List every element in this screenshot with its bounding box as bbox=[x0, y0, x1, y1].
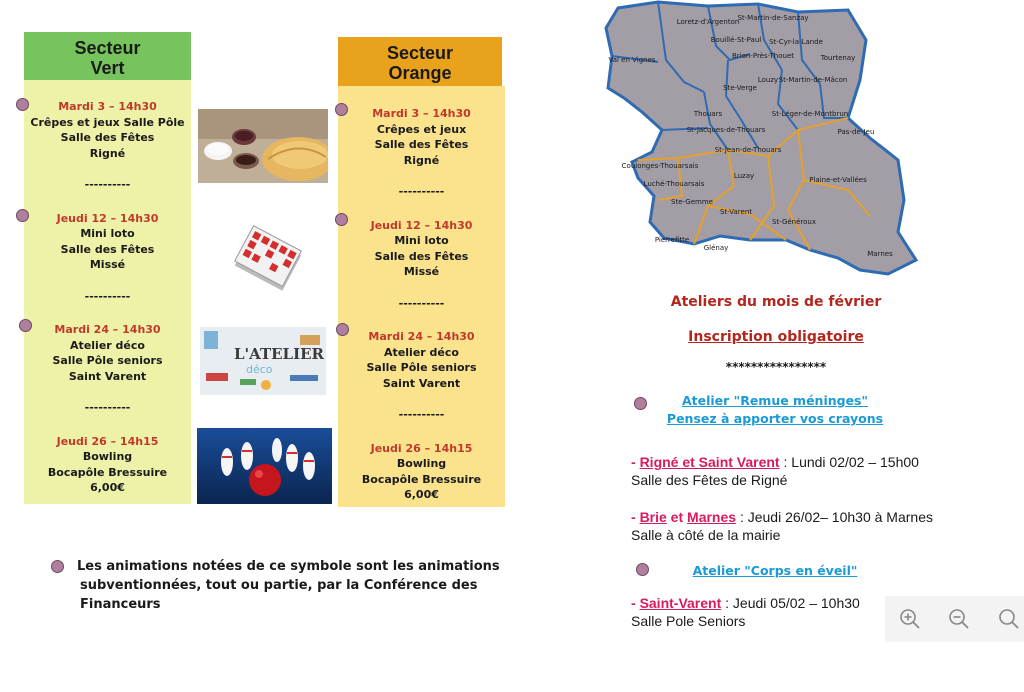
map-label: St-Martin-de-Mâcon bbox=[778, 76, 848, 84]
event-town: Missé bbox=[403, 265, 440, 278]
session-saint-varent bbox=[631, 594, 891, 630]
event-date: Jeudi 26 – 14h15 bbox=[56, 434, 159, 448]
event-block bbox=[338, 441, 505, 503]
separator: ---------- bbox=[398, 296, 445, 310]
map-label: St-Varent bbox=[719, 208, 753, 216]
session-line bbox=[631, 594, 891, 612]
session-place-link[interactable]: Brie bbox=[639, 509, 667, 525]
map-label: St-Jacques-de-Thouars bbox=[686, 126, 766, 134]
event-place: Salle des Fêtes bbox=[374, 138, 469, 151]
event-price: 6,00€ bbox=[90, 481, 125, 494]
map-label: Ste-Gemme bbox=[671, 198, 713, 206]
session-date: : Jeudi 05/02 – 10h30 bbox=[721, 595, 860, 611]
event-town: Rigné bbox=[89, 146, 126, 160]
event-title: Mini loto bbox=[394, 234, 449, 247]
event-place: Salle des Fêtes bbox=[374, 249, 469, 263]
map-label: St-Généroux bbox=[771, 218, 817, 226]
session-line bbox=[631, 453, 931, 471]
event-place: Bocapôle Bressuire bbox=[361, 472, 482, 486]
sector-orange-title-1: Secteur bbox=[386, 43, 454, 63]
map-label: Louzy bbox=[757, 76, 779, 84]
map-label: St-Jean-de-Thouars bbox=[714, 146, 782, 154]
event-title: Crêpes et jeux bbox=[376, 122, 467, 136]
atelier1-title-link[interactable]: Atelier "Remue méninges" bbox=[681, 393, 869, 408]
event-place: Salle Pôle seniors bbox=[366, 361, 477, 374]
sector-vert-events bbox=[24, 99, 191, 496]
event-block bbox=[24, 211, 191, 273]
atelier-remue-meninges bbox=[650, 392, 900, 428]
territory-map bbox=[598, 0, 928, 280]
event-date: Jeudi 12 – 14h30 bbox=[56, 211, 159, 225]
map-label: Tourtenay bbox=[820, 54, 856, 62]
event-town: Saint Varent bbox=[382, 376, 461, 390]
legend-line-1: Les animations notées de ce symbole sont les animations bbox=[77, 559, 500, 574]
map-label: Loretz-d'Argenton bbox=[676, 18, 740, 26]
map-label: Brion-Près-Thouet bbox=[731, 52, 795, 60]
map-label: Coulonges-Thouarsais bbox=[621, 162, 699, 170]
subsidy-dot-icon bbox=[336, 323, 349, 336]
event-place: Bocapôle Bressuire bbox=[47, 465, 168, 479]
subsidy-dot-icon bbox=[634, 397, 647, 410]
atelier1-note-link[interactable]: Pensez à apporter vos crayons bbox=[666, 411, 884, 426]
event-date: Jeudi 12 – 14h30 bbox=[370, 218, 473, 232]
event-title: Bowling bbox=[82, 450, 133, 463]
event-block bbox=[338, 106, 505, 168]
sector-orange-header bbox=[338, 37, 502, 86]
subsidy-dot-icon bbox=[16, 98, 29, 111]
event-title: Mini loto bbox=[80, 227, 135, 240]
separator: ---------- bbox=[84, 178, 131, 191]
event-town: Missé bbox=[89, 258, 126, 271]
separator: ---------- bbox=[84, 289, 131, 303]
dash: - bbox=[631, 595, 640, 611]
registration-note: Inscription obligatoire bbox=[688, 329, 864, 345]
sector-orange-events bbox=[338, 106, 505, 503]
map-label: Luzay bbox=[733, 172, 755, 180]
event-date: Jeudi 26 – 14h15 bbox=[370, 441, 473, 455]
session-marnes bbox=[631, 508, 961, 544]
event-title: Crêpes et jeux Salle Pôle bbox=[30, 115, 185, 129]
atelier-logo-text: L'ATELIER bbox=[234, 345, 325, 363]
zoom-toolbar bbox=[885, 596, 1024, 642]
session-date: : Jeudi 26/02– 10h30 à Marnes bbox=[736, 509, 933, 525]
event-date: Mardi 24 – 14h30 bbox=[54, 323, 161, 336]
event-title: Atelier déco bbox=[70, 338, 145, 352]
sector-vert-title-1: Secteur bbox=[74, 38, 141, 58]
sector-orange-title-2: Orange bbox=[388, 63, 452, 83]
map-label: St-Martin-de-Sanzay bbox=[737, 14, 809, 22]
subsidy-dot-icon bbox=[19, 319, 32, 332]
atelier-corps-en-eveil-link[interactable]: Atelier "Corps en éveil" bbox=[692, 563, 858, 578]
event-block bbox=[24, 434, 191, 496]
and-text: et bbox=[666, 509, 688, 525]
event-title: Bowling bbox=[396, 457, 447, 470]
map-label: Bouillé-St-Paul bbox=[710, 36, 762, 44]
subsidy-dot-icon bbox=[335, 213, 348, 226]
legend-line-2: subventionnées, tout ou partie, par la Conférence des Financeurs bbox=[80, 578, 478, 612]
session-venue: Salle à côté de la mairie bbox=[631, 527, 781, 543]
event-place: Salle des Fêtes bbox=[60, 242, 155, 256]
session-date: : Lundi 02/02 – 15h00 bbox=[779, 454, 919, 470]
event-block bbox=[24, 322, 191, 384]
event-date: Mardi 3 – 14h30 bbox=[58, 100, 157, 113]
subsidy-dot-icon bbox=[51, 560, 64, 573]
map-label: Marnes bbox=[867, 250, 893, 258]
session-venue: Salle Pole Seniors bbox=[631, 613, 746, 629]
map-label: Val en Vignes bbox=[608, 56, 656, 64]
session-place-link[interactable]: Rigné et Saint Varent bbox=[639, 454, 780, 470]
subsidy-dot-icon bbox=[636, 563, 649, 576]
map-svg bbox=[598, 0, 928, 280]
crepes-image bbox=[198, 109, 328, 183]
event-block bbox=[24, 99, 191, 161]
map-label: St-Léger-de-Montbrun bbox=[771, 110, 849, 118]
map-label: Glénay bbox=[703, 244, 729, 252]
session-place-link[interactable]: Marnes bbox=[687, 509, 737, 525]
event-place: Salle des Fêtes bbox=[60, 131, 155, 144]
session-rigne bbox=[631, 453, 931, 489]
map-label: Pas-de-Jeu bbox=[837, 128, 875, 136]
separator: ---------- bbox=[84, 401, 131, 414]
sector-vert-title-2: Vert bbox=[90, 58, 125, 78]
map-label: St-Cyr-la-Lande bbox=[769, 38, 823, 46]
month-title: Ateliers du mois de février bbox=[670, 294, 882, 310]
session-place-link[interactable]: Saint-Varent bbox=[639, 595, 722, 611]
separator: ---------- bbox=[398, 408, 445, 421]
event-town: Rigné bbox=[403, 153, 440, 167]
sector-vert-header bbox=[24, 32, 191, 80]
loto-image bbox=[231, 222, 304, 298]
session-venue: Salle des Fêtes de Rigné bbox=[631, 472, 788, 488]
legend-text bbox=[77, 557, 517, 614]
event-town: Saint Varent bbox=[68, 369, 147, 383]
bowling-image bbox=[197, 428, 332, 504]
event-title: Atelier déco bbox=[384, 345, 459, 359]
dash: - bbox=[631, 454, 640, 470]
map-label: Plaine-et-Vallées bbox=[809, 176, 867, 184]
event-price: 6,00€ bbox=[404, 488, 439, 501]
event-date: Mardi 24 – 14h30 bbox=[368, 330, 475, 343]
zoom-in-icon[interactable] bbox=[899, 608, 921, 630]
map-label: Ste-Verge bbox=[723, 84, 757, 92]
zoom-out-icon[interactable] bbox=[948, 608, 970, 630]
event-block bbox=[338, 218, 505, 280]
subsidy-dot-icon bbox=[335, 103, 348, 116]
subsidy-dot-icon bbox=[16, 209, 29, 222]
search-icon[interactable] bbox=[998, 608, 1020, 630]
map-label: Thouars bbox=[693, 110, 723, 118]
dash: - bbox=[631, 509, 640, 525]
event-place: Salle Pôle seniors bbox=[52, 354, 163, 367]
atelier-logo-subtext: déco bbox=[246, 363, 273, 376]
event-block bbox=[338, 329, 505, 391]
map-label: Luché-Thouarsais bbox=[643, 180, 705, 188]
stars-divider: **************** bbox=[725, 360, 827, 374]
atelier-deco-image bbox=[200, 327, 326, 395]
map-label: Pierrefitte bbox=[654, 236, 690, 244]
separator: ---------- bbox=[398, 185, 445, 198]
session-line bbox=[631, 508, 961, 526]
event-date: Mardi 3 – 14h30 bbox=[372, 107, 471, 120]
